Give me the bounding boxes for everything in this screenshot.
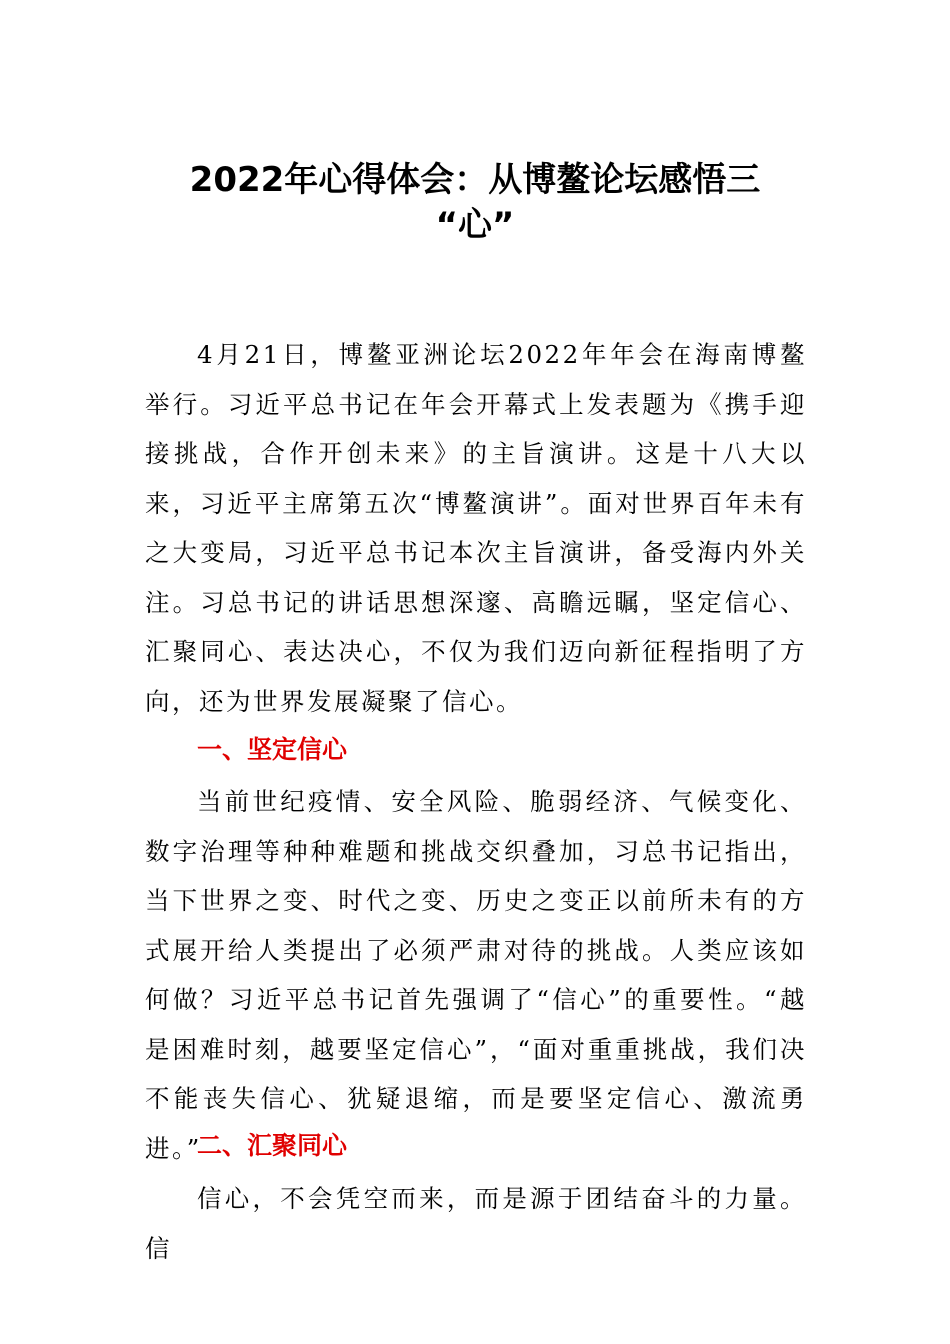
- document-title-line1: 2022年心得体会：从博鳌论坛感悟三: [189, 160, 761, 200]
- section-heading-2: 二、汇聚同心: [197, 1131, 348, 1160]
- document-title-line2: “心”: [435, 205, 515, 245]
- paragraph-intro: 4月21日，博鳌亚洲论坛2022年年会在海南博鳌举行。习近平总书记在年会开幕式上发表题为《携手迎接挑战，合作开创未来》的主旨演讲。这是十八大以来，习近平主席第五次“博鳌演讲”。面对世界百年未有之大变局，习近平总书记本次主旨演讲，备受海内外关注。习总书记的讲话思想深邃、高瞻远瞩，坚定信心、汇聚同心、表达决心，不仅为我们迈向新征程指明了方向，还为世界发展凝聚了信心。: [145, 340, 807, 716]
- section-heading-1: 一、坚定信心: [197, 735, 348, 764]
- paragraph-section-1: 当前世纪疫情、安全风险、脆弱经济、气候变化、数字治理等种种难题和挑战交织叠加，习总书记指出，当下世界之变、时代之变、历史之变正以前所未有的方式展开给人类提出了必须严肃对待的挑战。人类应该如何做？习近平总书记首先强调了“信心”的重要性。“越是困难时刻，越要坚定信心”，“面对重重挑战，我们决不能丧失信心、犹疑退缩，而是要坚定信心、激流勇进。”: [145, 787, 807, 1163]
- paragraph-section-2: 信心，不会凭空而来，而是源于团结奋斗的力量。信: [145, 1184, 807, 1263]
